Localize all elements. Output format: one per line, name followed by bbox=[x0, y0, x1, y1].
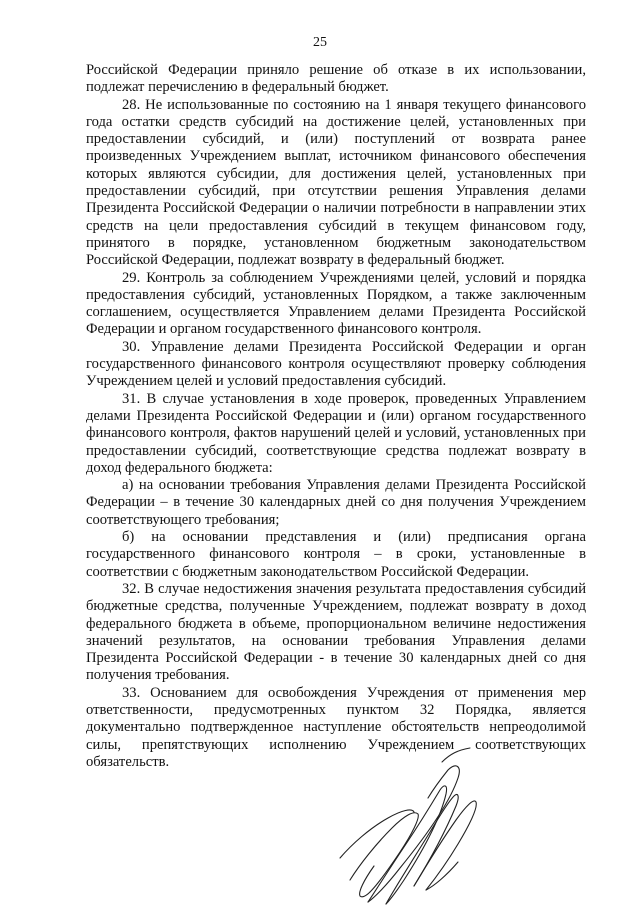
paragraph-30: 30. Управление делами Президента Российской Федерации и орган государственного финансового контроля осуществляют проверку соблюдения Учреждением целей и условий предоставления субсидий. bbox=[86, 338, 586, 390]
paragraph-continuation: Российской Федерации приняло решение об отказе в их использовании, подлежат перечислению в федеральный бюджет. bbox=[86, 62, 586, 96]
paragraph-31: 31. В случае установления в ходе проверок, проведенных Управлением делами Президента Российской Федерации и (или) органом государственного финансового контроля, фактов нарушений целей и условий, установленных при предоставлении субсидий, соответствующие средства подлежат возврату в доход федерального бюджета: bbox=[86, 390, 586, 476]
paragraph-32: 32. В случае недостижения значения результата предоставления субсидий бюджетные средства, полученные Учреждением, подлежат возврату в доход федерального бюджета в объеме, пропорциональном величине недостижения значений результатов, на основании требования Управления делами Президента Российской Федерации - в течение 30 календарных дней со дня получения требования. bbox=[86, 580, 586, 684]
signature-image bbox=[330, 740, 490, 905]
paragraph-31-a: а) на основании требования Управления делами Президента Российской Федерации – в течение 30 календарных дней со дня получения Учреждением соответствующего требования; bbox=[86, 477, 586, 528]
paragraph-31-b: б) на основании представления и (или) предписания органа государственного финансового контроля – в сроки, установленные в соответствии с бюджетным законодательством Российской Федерации. bbox=[86, 529, 586, 580]
paragraph-29: 29. Контроль за соблюдением Учреждениями целей, условий и порядка предоставления субсидий, установленных Порядком, а также заключенным соглашением, осуществляется Управлением делами Президента Российской Федерации и органом государственного финансового контроля. bbox=[86, 269, 586, 338]
body-text bbox=[86, 62, 586, 771]
page-number: 25 bbox=[313, 35, 327, 50]
paragraph-28: 28. Не использованные по состоянию на 1 января текущего финансового года остатки средств субсидий на достижение целей, установленных при предоставлении субсидий, и (или) поступлений от возврата ранее произведенных Учреждением выплат, источником финансового обеспечения которых являются субсидии, для достижения целей, установленных при предоставлении субсидий, при отсутствии решения Управления делами Президента Российской Федерации о наличии потребности в направлении этих средств на цели предоставления субсидий в текущем финансовом году, принятого в порядке, установленном бюджетным законодательством Российской Федерации, подлежат возврату в федеральный бюджет. bbox=[86, 96, 586, 269]
paragraph-33: 33. Основанием для освобождения Учреждения от применения мер ответственности, предусмотренных пунктом 32 Порядка, является документально подтвержденное наступление обстоятельств непреодолимой силы, препятствующих исполнению Учреждением соответствующих обязательств. bbox=[86, 684, 586, 770]
